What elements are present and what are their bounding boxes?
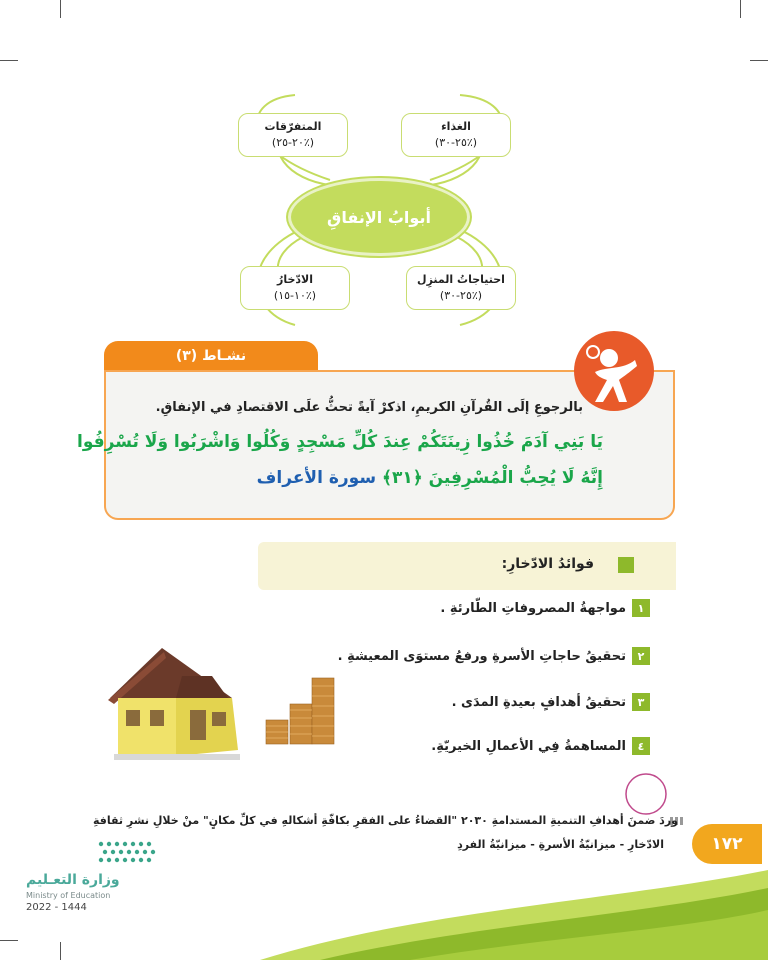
box-percent: (٢٥-٣٠٪) [434,136,478,149]
crop-mark [0,940,18,941]
item-number: ٤ [632,737,650,755]
mindmap-box-home [406,266,516,310]
crop-mark [750,60,768,61]
note-line-1: وردَ ضمنَ أهدافِ التنميةِ المستدامةِ ٢٠٣٠ "القضاءُ على الفقرِ بكافّةِ أشكالهِ في كلِّ مكانٍ" منْ خلالِ نشرِ ثقافةِ [92,814,678,827]
item-text: تحقيقُ حاجاتِ الأسرةِ ورفعُ مستوَى المعيشةِ . [337,648,626,664]
activity-icon [573,330,655,412]
empty-circle [622,770,670,818]
item-text: تحقيقُ أهدافٍ بعيدةِ المدَى . [451,694,626,710]
ministry-name-en: Ministry of Education [26,891,111,900]
item-text: مواجهةُ المصروفاتِ الطّارئةِ . [440,600,626,616]
box-percent: (١٠-١٥٪) [273,289,317,302]
activity-tab: نشـاط (٣) [104,341,318,371]
ministry-year: 2022 - 1444 [26,902,87,913]
crop-mark [740,0,741,18]
box-title: المتفرّقات [264,120,322,133]
surah-name: سورة الأعراف [256,468,377,488]
mindmap-box-saving [240,266,350,310]
item-number: ٢ [632,647,650,665]
item-number: ٣ [632,693,650,711]
box-title: الادّخارُ [277,273,313,286]
decorative-swoosh [260,870,768,960]
benefits-title: فوائدُ الادّخارِ: [501,556,594,572]
benefits-header [258,542,676,590]
ministry-name-ar: وزارة التعـليم [26,872,120,888]
item-text: المساهمةُ فِي الأعمالِ الخيريّةِ. [431,738,626,754]
quran-verse-line-2 [257,467,603,488]
crop-mark [60,942,61,960]
ministry-logo-dots [95,836,185,872]
benefit-item [431,736,650,756]
quran-verse-end: إِنَّهُ لَا يُحِبُّ الْمُسْرِفِينَ ﴿٣١﴾ [381,468,603,488]
quran-verse-line-1: يَا بَنِي آدَمَ خُذُوا زِينَتَكُمْ عِندَ كُلِّ مَسْجِدٍ وَكُلُوا وَاشْرَبُوا وَلَا تُسْرِفُوا [77,432,603,452]
page-number: ١٧٢ [692,824,762,864]
crop-mark [60,0,61,18]
benefit-item [452,692,650,712]
mindmap-box-food [401,113,511,157]
item-number: ١ [632,599,650,617]
house-coins-illustration [100,640,340,770]
note-line-2: الادّخارِ - ميزانيّةُ الأسرةِ - ميزانيّةُ الفردِ [457,838,664,851]
box-title: احتياجاتُ المنزِل [417,273,505,286]
box-title: الغذاء [441,120,471,133]
crop-mark [0,60,18,61]
box-percent: (٢٠-٢٥٪) [271,136,315,149]
benefit-item [440,598,650,618]
activity-question: بالرجوعِ إلَى القُرآنِ الكريمِ، اذكرْ آيةً تحثُّ علَى الاقتصادِ في الإنفاقِ. [155,400,583,415]
mindmap-center: أبوابُ الإنفاقِ [288,178,470,256]
bullet-square-icon [618,557,634,573]
benefit-item [338,646,650,666]
box-percent: (٢٥-٣٠٪) [439,289,483,302]
mindmap-box-misc [238,113,348,157]
